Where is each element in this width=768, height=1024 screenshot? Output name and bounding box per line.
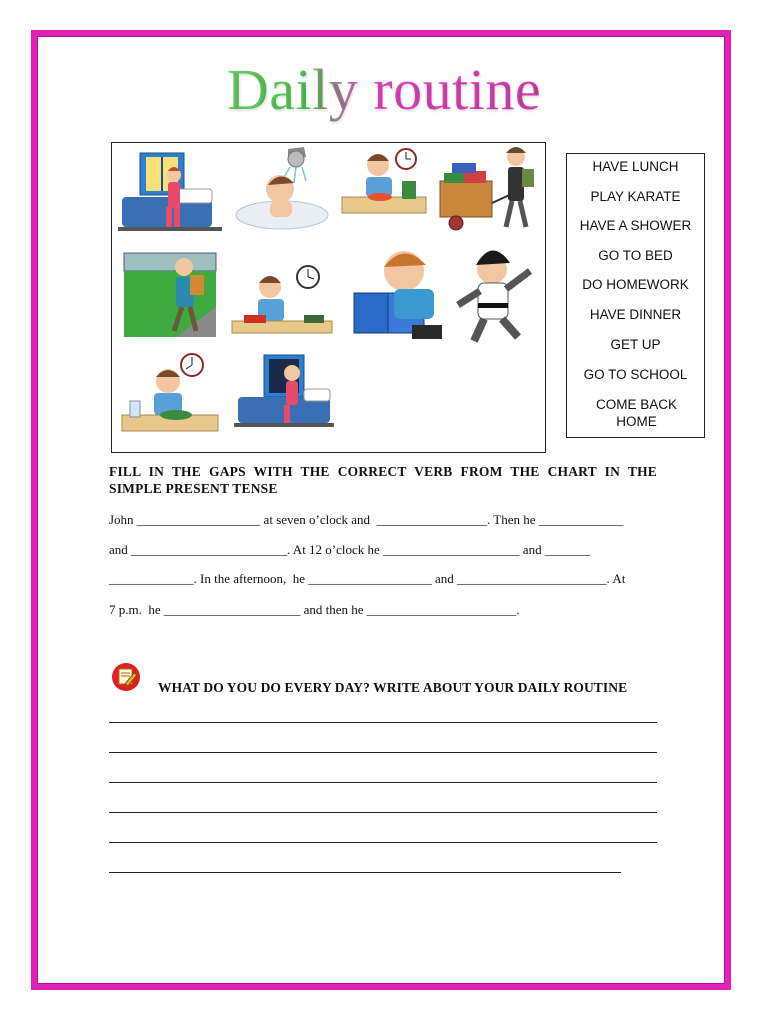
school-bag-illustration — [440, 147, 534, 230]
go-to-school-illustration — [124, 253, 216, 337]
gap-fill-line[interactable]: 7 p.m. he _____________________ and then he _______________________. — [109, 602, 520, 617]
pencil-note-icon — [111, 662, 141, 692]
verb-item: GO TO SCHOOL — [583, 367, 688, 382]
get-up-illustration — [118, 153, 222, 231]
verb-item: DO HOMEWORK — [582, 277, 689, 292]
writing-line[interactable] — [109, 752, 657, 753]
writing-question: WHAT DO YOU DO EVERY DAY? WRITE ABOUT YOUR DAILY ROUTINE — [158, 680, 628, 695]
lunch-illustration — [232, 266, 332, 333]
writing-line[interactable] — [109, 842, 657, 843]
worksheet-title: Daily routine — [226, 57, 542, 122]
verb-item: HAVE A SHOWER — [579, 218, 692, 233]
gap-fill-line[interactable]: _____________. In the afternoon, he ___________________ and _______________________. At — [109, 571, 626, 586]
writing-line[interactable] — [109, 872, 621, 873]
verb-item: HAVE LUNCH — [592, 159, 679, 174]
verb-item: HAVE DINNER — [589, 307, 682, 322]
writing-line[interactable] — [109, 722, 657, 723]
dinner-illustration — [122, 354, 218, 431]
verb-item: GO TO BED — [598, 248, 673, 263]
gap-fill-line[interactable]: and ________________________. At 12 o’clock he _____________________ and _______ — [109, 542, 591, 557]
verb-chart — [566, 153, 705, 438]
homework-illustration — [354, 251, 442, 339]
writing-line[interactable] — [109, 782, 657, 783]
writing-line[interactable] — [109, 812, 657, 813]
shower-illustration — [236, 147, 328, 229]
verb-item: COME BACK HOME — [595, 397, 677, 429]
go-to-bed-illustration — [234, 355, 334, 427]
routine-illustrations — [112, 143, 545, 452]
karate-illustration — [458, 250, 530, 341]
verb-item: GET UP — [610, 337, 661, 352]
breakfast-illustration — [342, 149, 426, 213]
picture-chart — [111, 142, 546, 453]
exercise-instruction: FILL IN THE GAPS WITH THE CORRECT VERB FROM THE CHART IN THE SIMPLE PRESENT TENSE — [109, 464, 657, 496]
verb-item: PLAY KARATE — [590, 189, 681, 204]
gap-fill-line[interactable]: John ___________________ at seven o’clock and _________________. Then he _____________ — [109, 512, 624, 527]
